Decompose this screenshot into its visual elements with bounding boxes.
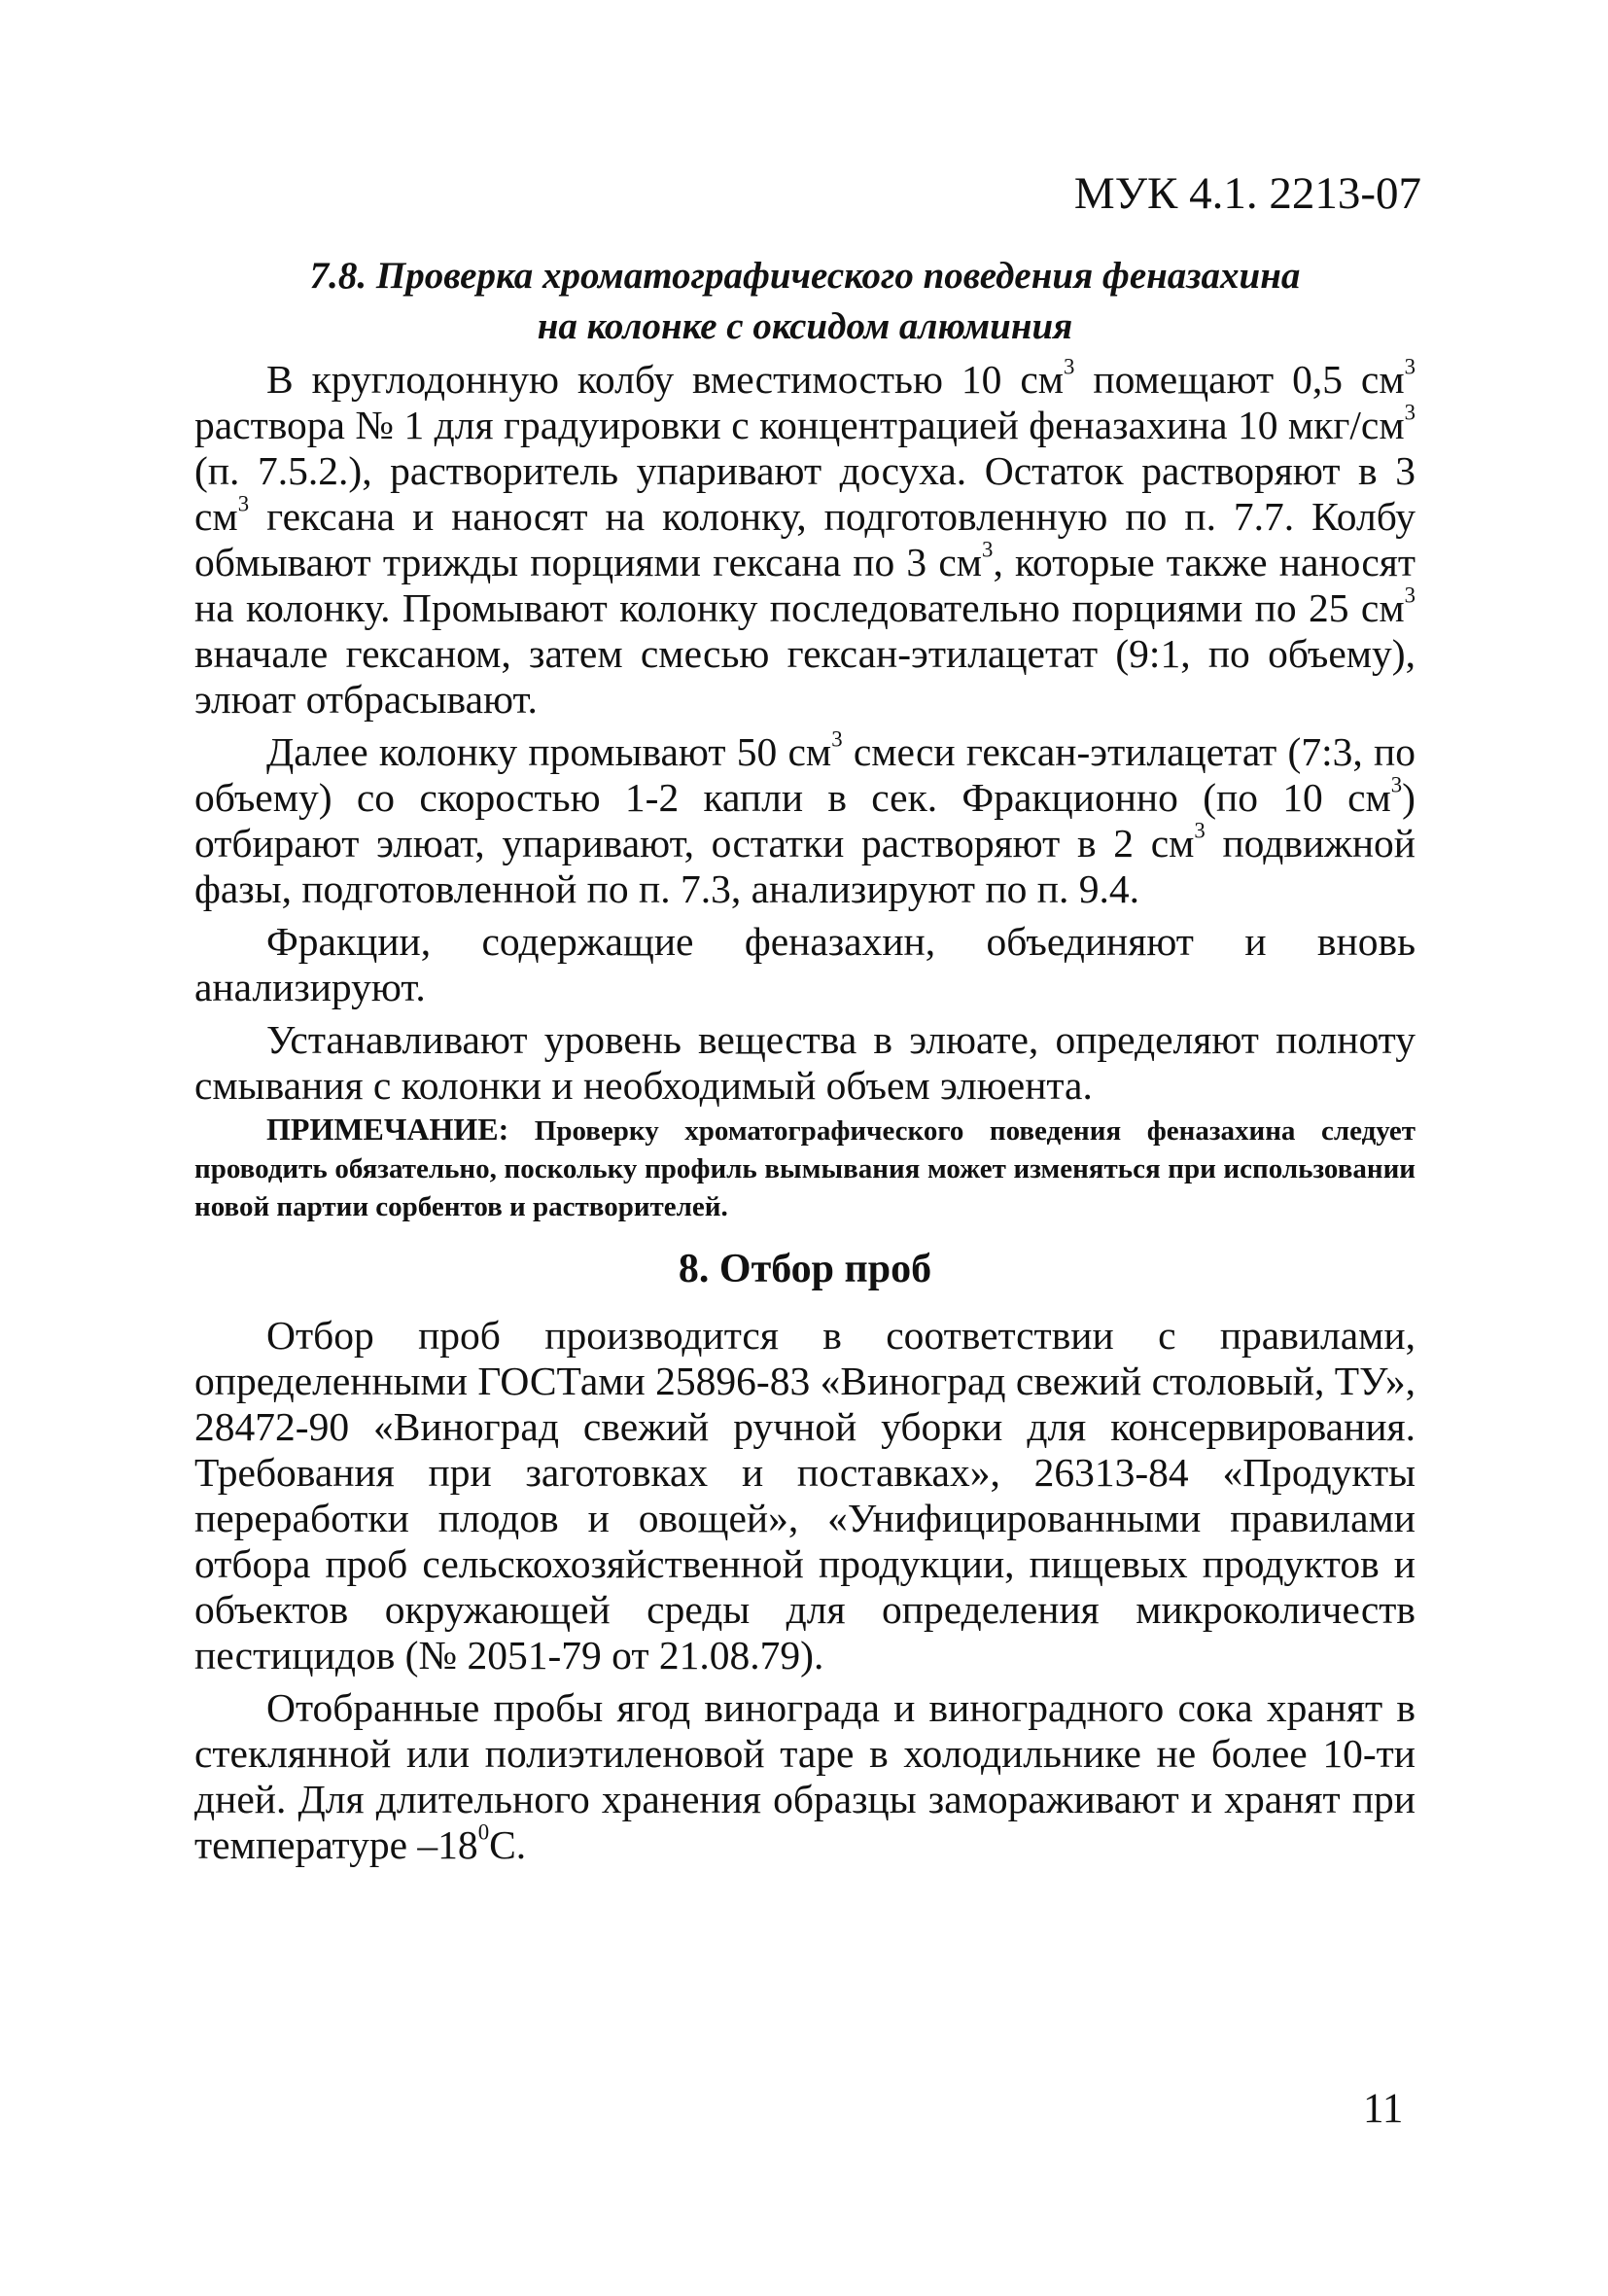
section-8-title: 8. Отбор проб — [678, 1247, 932, 1291]
section-7-8-title — [194, 251, 1416, 352]
note-text: Проверку хроматографического поведения феназахина следует проводить обязательно, поскольку профиль вымывания может изменяться при использовании новой партии сорбентов и растворителей. — [194, 1115, 1416, 1222]
document-code: МУК 4.1. 2213-07 — [1073, 168, 1421, 219]
page-number: 11 — [1363, 2086, 1404, 2132]
superscript: 3 — [1390, 772, 1403, 797]
text-fragment: ) отбирают элюат, упаривают, остатки растворяют в 2 см — [194, 775, 1416, 865]
superscript: 3 — [1064, 354, 1075, 379]
superscript: 3 — [1404, 400, 1416, 425]
superscript: 3 — [1404, 583, 1416, 608]
note-paragraph — [194, 1111, 1416, 1226]
section-7-8-title-line-2: на колонке с оксидом алюминия — [537, 305, 1073, 347]
section-7-8-title-line-1: 7.8. Проверка хроматографического поведения феназахина — [309, 255, 1301, 297]
text-fragment: гексана и наносят на колонку, подготовленную по п. 7.7. Колбу обмывают трижды порциями гексана по 3 см — [194, 494, 1416, 584]
paragraph-fractions: Фракции, содержащие феназахин, объединяют и вновь анализируют. — [194, 919, 1416, 1009]
superscript: 3 — [1404, 354, 1416, 379]
paragraph-level: Устанавливают уровень вещества в элюате, определяют полноту смывания с колонки и необходимый объем элюента. — [194, 1017, 1416, 1108]
text-fragment: В круглодонную колбу вместимостью 10 см — [266, 357, 1065, 402]
paragraph-storage — [194, 1685, 1416, 1868]
text-fragment: Отобранные пробы ягод винограда и виноградного сока хранят в стеклянной или полиэтиленовой таре в холодильнике не более 10-ти дней. Для длительного хранения образцы замораживают и хранят при температуре –18 — [194, 1685, 1416, 1867]
text-fragment: помещают 0,5 см — [1074, 357, 1405, 402]
text-fragment: смеси гексан-этилацетат (7:3, по объему) со скоростью 1-2 капли в сек. Фракционно (по 10 см — [194, 729, 1416, 820]
superscript: 0 — [477, 1819, 490, 1845]
note-label: ПРИМЕЧАНИЕ: — [266, 1112, 509, 1147]
text-fragment: Далее колонку промывают 50 см — [266, 729, 832, 774]
section-8-body — [194, 1313, 1416, 1868]
text-fragment: вначале гексаном, затем смесью гексан-этилацетат (9:1, по объему), элюат отбрасывают. — [194, 631, 1416, 722]
paragraph-procedure — [194, 354, 1416, 723]
paragraph-elution — [194, 726, 1416, 912]
superscript: 3 — [831, 726, 843, 752]
superscript: 3 — [982, 537, 994, 562]
superscript: 3 — [1194, 818, 1206, 843]
text-fragment: , которые также наносят на колонку. Промывают колонку последовательно порциями по 25 см — [194, 540, 1416, 630]
paragraph-sampling: Отбор проб производится в соответствии с правилами, определенными ГОСТами 25896-83 «Виноград свежий столовый, ТУ», 28472-90 «Виноград свежий ручной уборки для консервирования. Требования при заготовках и поставках», 26313-84 «Продукты переработки плодов и овощей», «Унифицированными правилами отбора проб сельскохозяйственной продукции, пищевых продуктов и объектов окружающей среды для определения микроколичеств пестицидов (№ 2051-79 от 21.08.79). — [194, 1313, 1416, 1678]
superscript: 3 — [237, 491, 250, 516]
text-fragment: С. — [489, 1822, 527, 1867]
section-7-8-body — [194, 354, 1416, 1226]
text-fragment: подвижной фазы, подготовленной по п. 7.3, анализируют по п. 9.4. — [194, 821, 1416, 911]
text-fragment: (п. 7.5.2.), растворитель упаривают досуха. Остаток растворяют в 3 см — [194, 448, 1416, 539]
text-fragment: раствора № 1 для градуировки с концентрацией феназахина 10 мкг/см — [194, 403, 1405, 447]
